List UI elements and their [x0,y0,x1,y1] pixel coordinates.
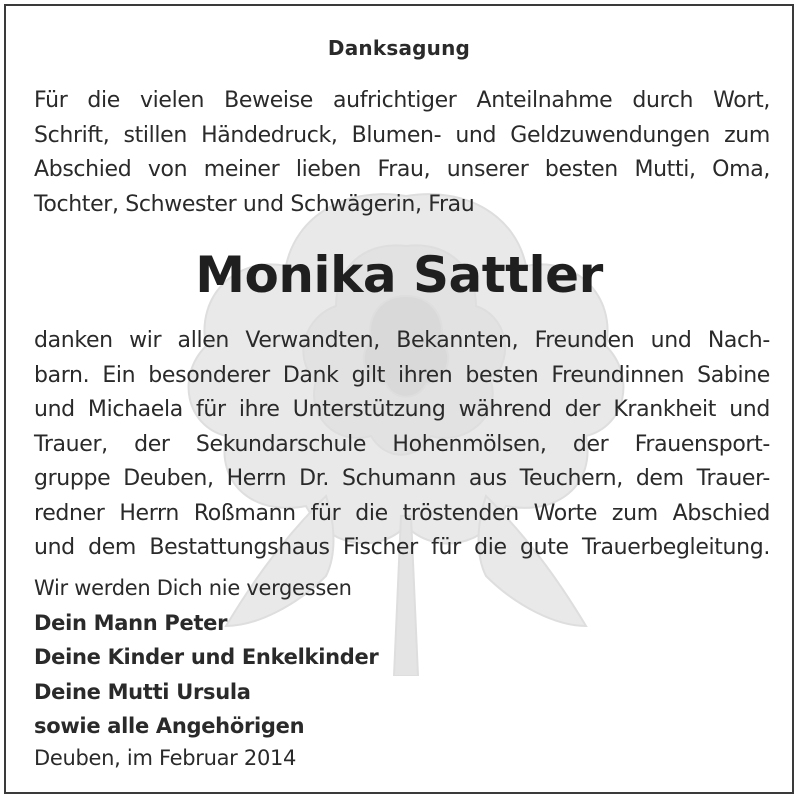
thanks-line: redner Herrn Roßmann für die tröstenden Worte zum Abschied [34,500,770,526]
intro-line: Abschied von meiner lieben Frau, unserer besten Mutti, Oma, [34,157,770,182]
thanks-paragraph [34,324,770,566]
closing-block [34,571,378,744]
intro-line: Schrift, stillen Händedruck, Blumen- und Geldzuwendungen zum [34,122,770,148]
signature-line: sowie alle Angehörigen [34,714,305,738]
obituary-notice [4,4,794,794]
intro-line: Für die vielen Beweise aufrichtiger Anteilnahme durch Wort, [34,88,770,113]
signature-line: Dein Mann Peter [34,610,228,635]
closing-line: Wir werden Dich nie vergessen [34,576,352,600]
deceased-name: Monika Sattler [195,246,603,304]
thanks-line: und Michaela für ihre Unterstützung während der Krankheit und [34,397,770,422]
place-date: Deuben, im Februar 2014 [34,746,297,770]
notice-heading: Danksagung [327,36,471,60]
signature-line: Deine Kinder und Enkelkinder [34,645,379,669]
thanks-line: danken wir allen Verwandten, Bekannten, Freunden und Nach- [34,328,770,353]
thanks-line: gruppe Deuben, Herrn Dr. Schumann aus Teuchern, dem Trauer- [34,466,770,491]
intro-paragraph [34,84,770,222]
thanks-line: und dem Bestattungshaus Fischer für die gute Trauerbegleitung. [34,535,770,560]
thanks-line: Trauer, der Sekundarschule Hohenmölsen, der Frauensport- [34,431,770,457]
thanks-line: barn. Ein besonderer Dank gilt ihren besten Freundinnen Sabine [34,362,770,388]
intro-line: Tochter, Schwester und Schwägerin, Frau [34,191,475,217]
signature-line: Deine Mutti Ursula [34,679,251,704]
